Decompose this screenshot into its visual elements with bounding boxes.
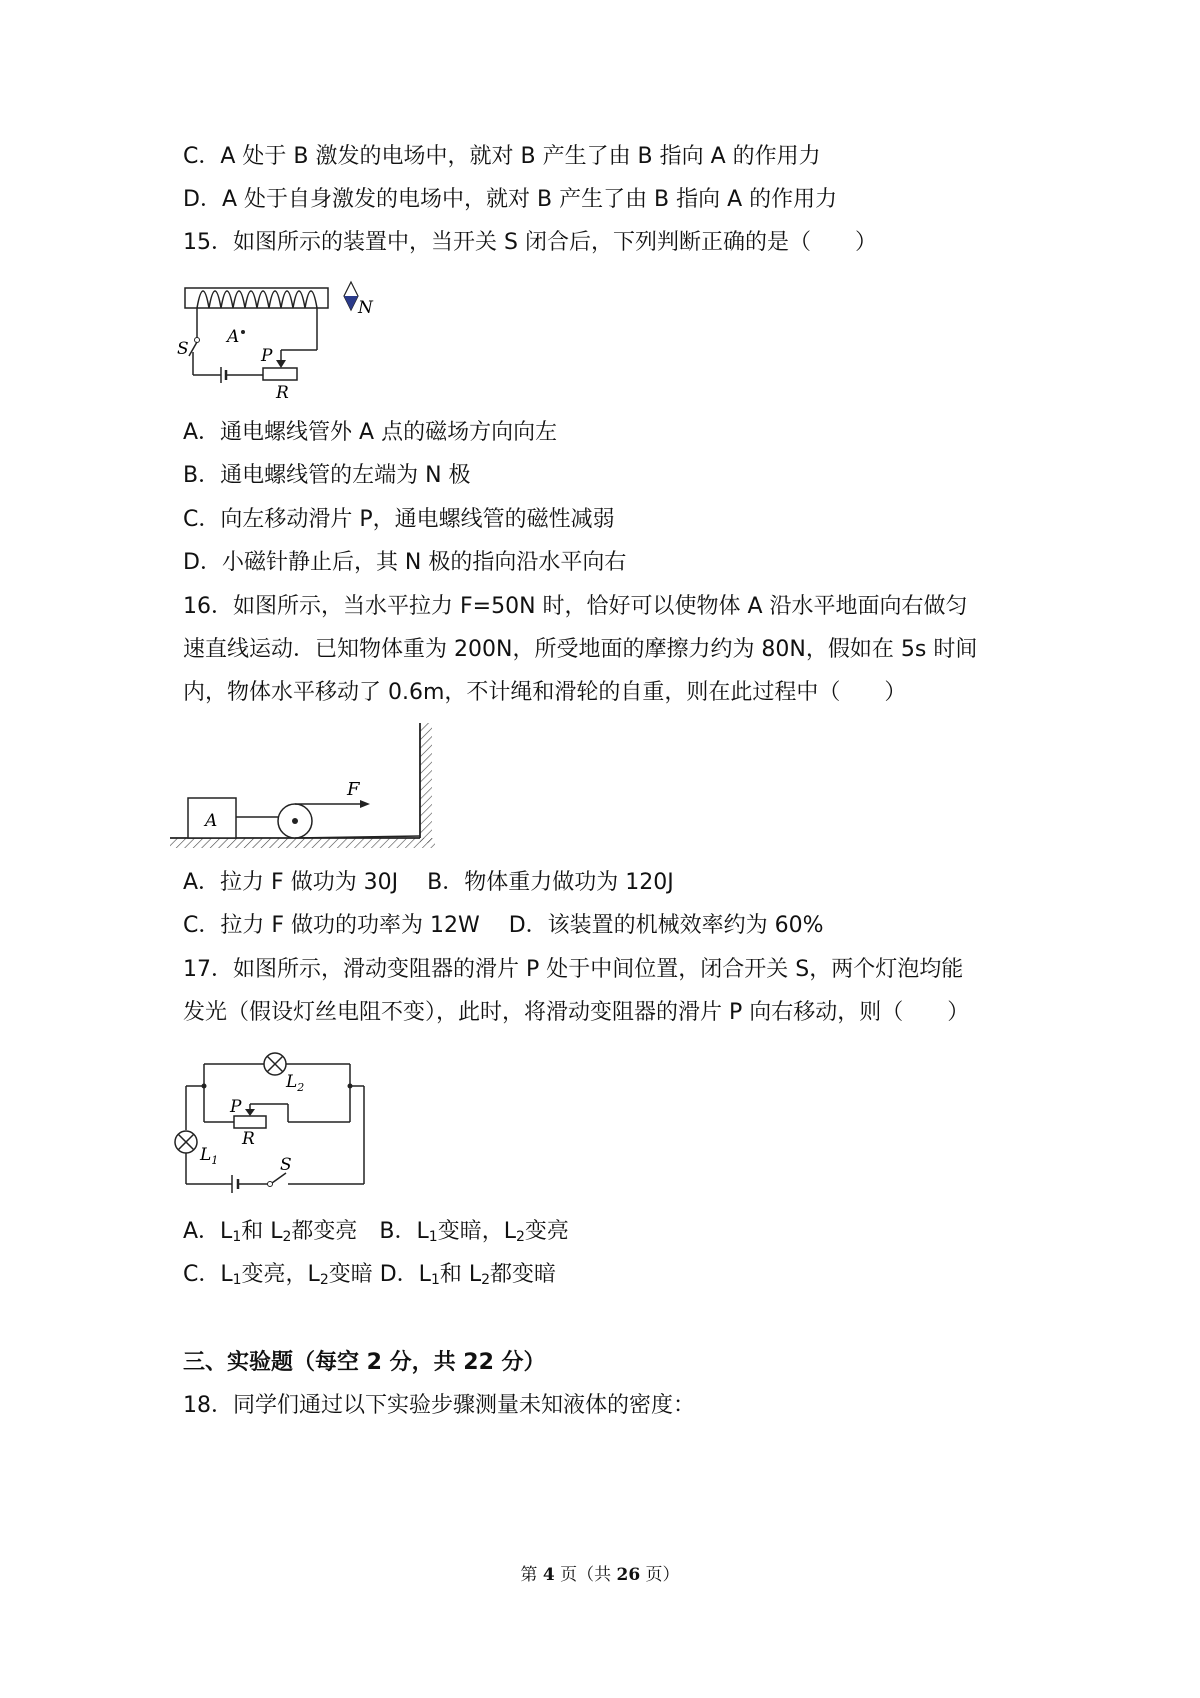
question-17-line-2: 发光（假设灯丝电阻不变），此时，将滑动变阻器的滑片 P 向右移动，则（ ） [183,1000,970,1025]
q17-options-cd: C．$L_1$变亮，$L_2$变暗 D．$L_1$和 $L_2$都变暗 [183,1262,557,1288]
q14-option-c: C．A 处于 B 激发的电场中，就对 B 产生了由 B 指向 A 的作用力 [183,144,821,169]
svg-text:L1 [199,1145,218,1167]
figure-15-label-a: A [227,327,240,347]
q14-option-d: D．A 处于自身激发的电场中，就对 B 产生了由 B 指向 A 的作用力 [183,187,838,212]
q16-options-ab: A．拉力 F 做功为 30J B．物体重力做功为 120J [183,870,674,895]
figure-15-label-n: N [358,298,373,318]
question-16-line-3: 内，物体水平移动了 0.6m，不计绳和滑轮的自重，则在此过程中（ ） [183,680,907,705]
question-17-line-1: 17．如图所示，滑动变阻器的滑片 P 处于中间位置，闭合开关 S，两个灯泡均能 [183,957,964,982]
figure-17-label-r: R [242,1129,255,1149]
figure-17-sub-2: 2 [297,1081,305,1094]
question-15: 15．如图所示的装置中，当开关 S 闭合后，下列判断正确的是（ ） [183,230,877,255]
q16-options-cd: C．拉力 F 做功的功率为 12W D．该装置的机械效率约为 60% [183,913,824,938]
question-16-line-1: 16．如图所示，当水平拉力 F=50N 时，恰好可以使物体 A 沿水平地面向右做匀 [183,594,968,619]
figure-17-label-p: P [230,1097,242,1117]
q15-option-a: A．通电螺线管外 A 点的磁场方向向左 [183,420,558,445]
figure-17-sub-1: 1 [211,1154,219,1167]
q15-option-b: B．通电螺线管的左端为 N 极 [183,463,471,488]
page-footer: 第 4 页（共 26 页） [520,1565,680,1585]
q15-option-c: C．向左移动滑片 P，通电螺线管的磁性减弱 [183,507,615,532]
section-3-heading: 三、实验题（每空 2 分，共 22 分） [183,1350,546,1375]
svg-text:L2 [285,1072,304,1094]
figure-15-label-r: R [276,383,289,403]
q15-option-d: D．小磁针静止后，其 N 极的指向沿水平向右 [183,550,627,575]
figure-16-label-a: A [205,811,218,831]
figure-16-pulley [170,718,440,858]
figure-15-label-p: P [261,346,273,366]
figure-17-label-s: S [280,1155,292,1175]
figure-17-label-l2: L [286,1072,298,1092]
figure-15-label-s: S [177,339,189,359]
figure-17-label-l1: L [200,1145,212,1165]
question-16-line-2: 速直线运动．已知物体重为 200N，所受地面的摩擦力约为 80N，假如在 5s 时间 [183,637,978,662]
question-18: 18．同学们通过以下实验步骤测量未知液体的密度： [183,1393,695,1418]
q17-options-ab: A．$L_1$和 $L_2$都变亮 B．$L_1$变暗，$L_2$变亮 [183,1219,569,1245]
figure-17-circuit [168,1042,378,1202]
figure-16-label-f: F [347,779,360,800]
figure-15-solenoid-circuit [175,270,385,405]
